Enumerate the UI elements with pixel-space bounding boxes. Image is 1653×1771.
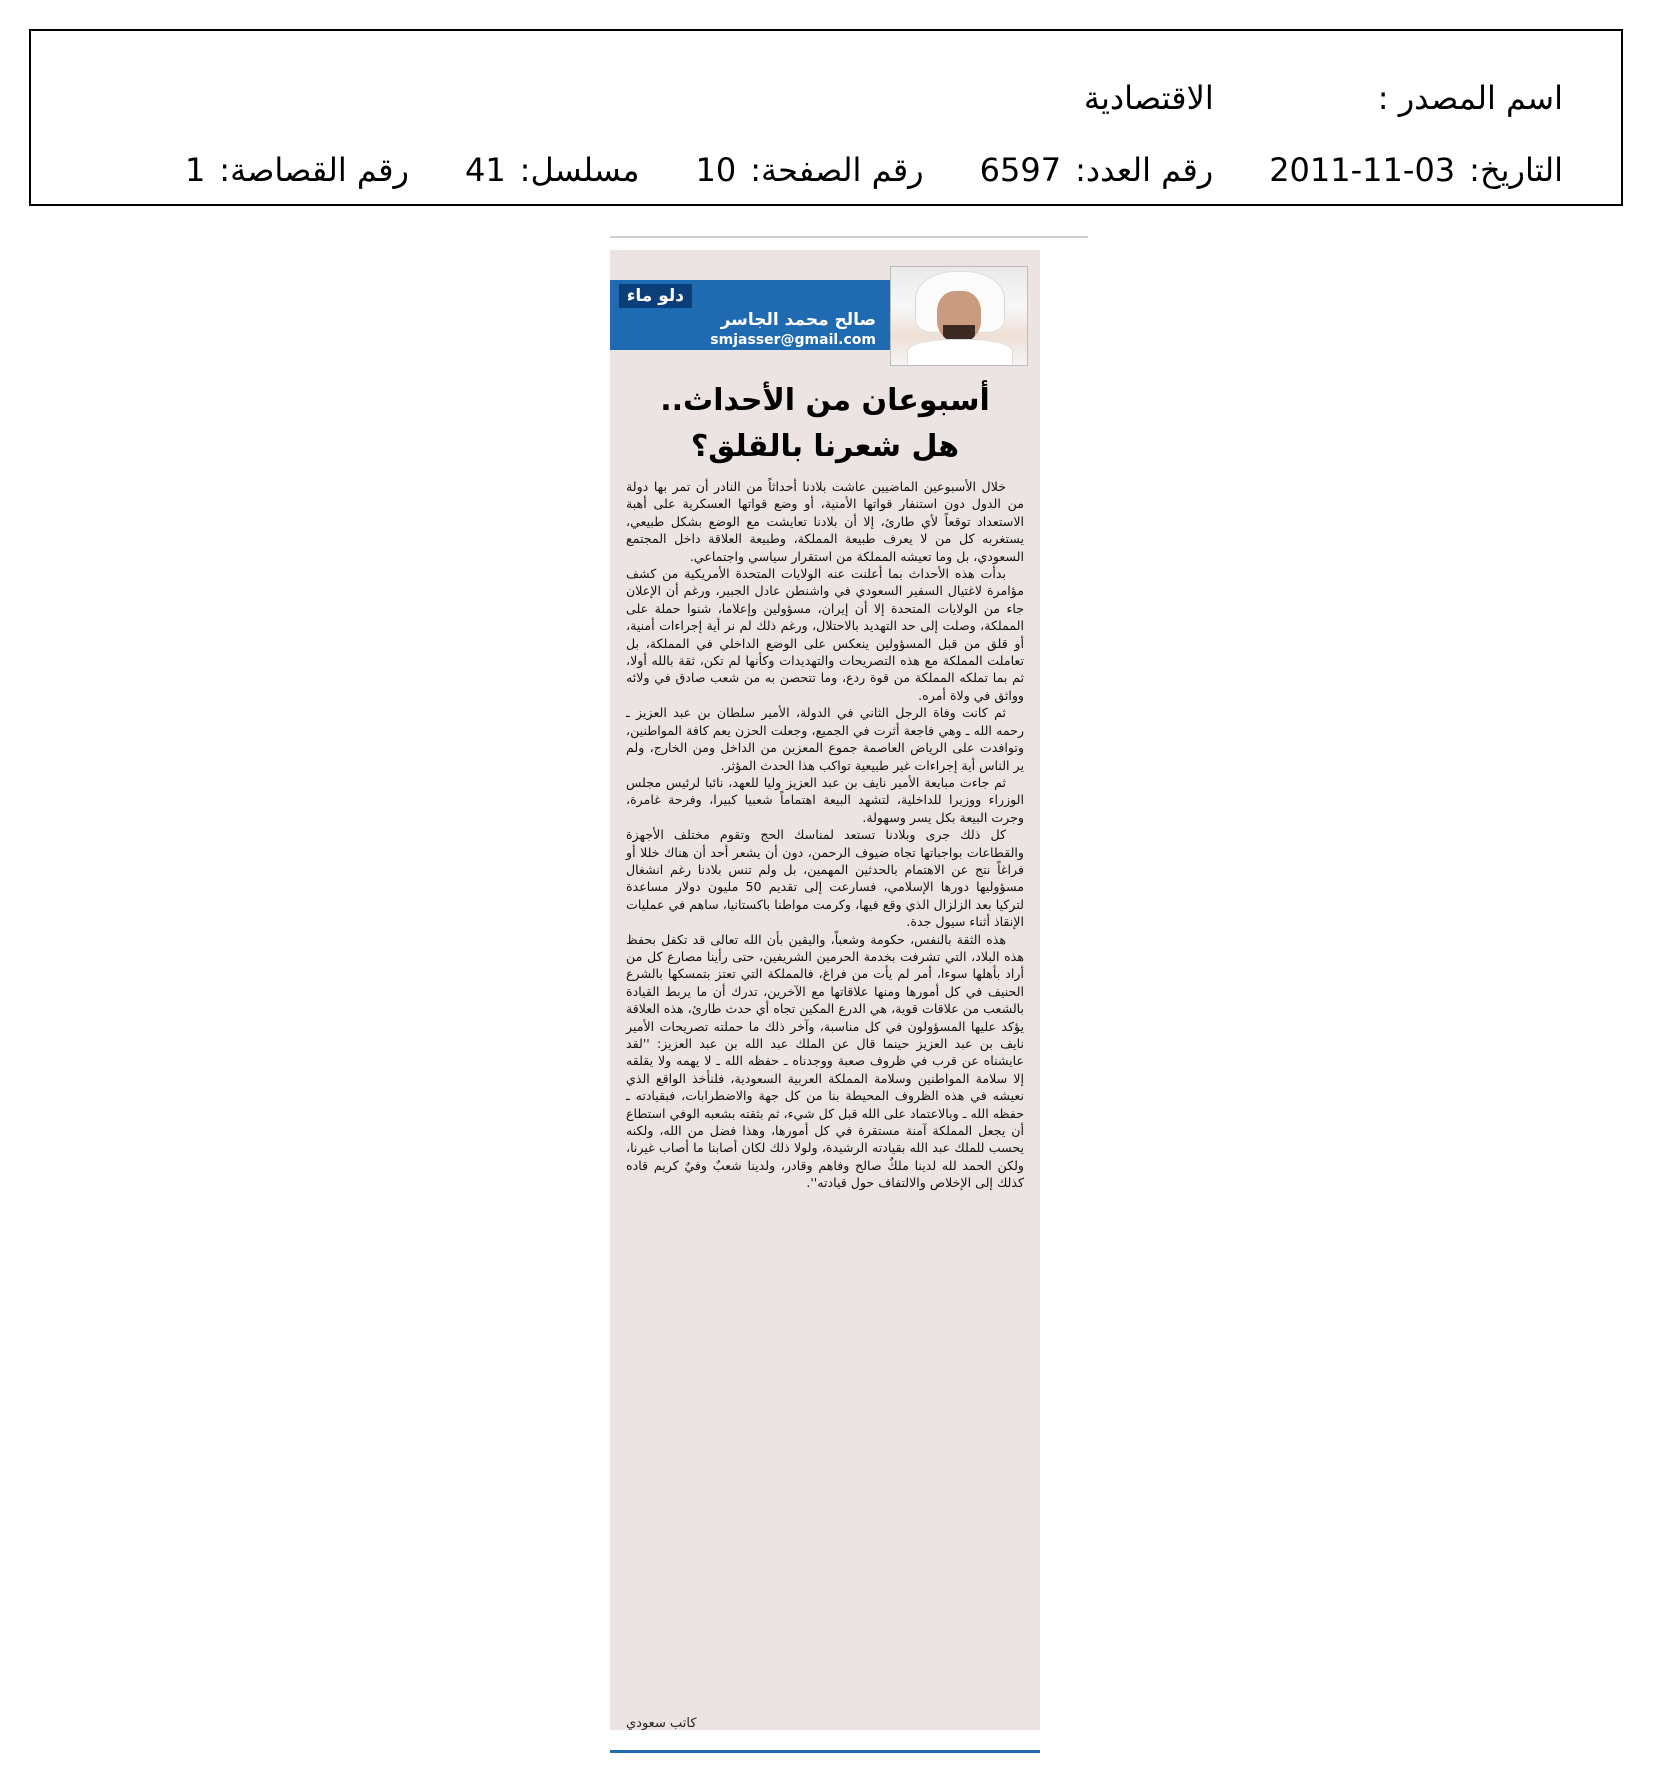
article-paragraph: خلال الأسبوعين الماضيين عاشت بلادنا أحداثاً من النادر أن تمر بها دولة من الدول دون استنفار قواتها الأمنية، أو وضع قواتها العسكرية على أهبة الاستعداد توقعاً لأي طارئ، إلا أن بلادنا تعايشت مع الوضع بشكل طبيعي، يستغربه كل من لا يعرف طبيعة المملكة، وطبيعة العلاقة داخل المجتمع السعودي، بل وما تعيشه المملكة من استقرار سياسي واجتماعي. (626, 479, 1024, 564)
article-body (626, 478, 1024, 1192)
headline-line-1: أسبوعان من الأحداث.. (660, 383, 990, 418)
author-email: smjasser@gmail.com (710, 332, 876, 348)
page-label: رقم الصفحة: (750, 151, 924, 189)
article-paragraph: ثم جاءت مبايعة الأمير نايف بن عبد العزيز وليا للعهد، نائبا لرئيس مجلس الوزراء ووزيرا للداخلية، لتشهد البيعة اهتماماً شعبيا كبيرا، وفرحة غامرة، وجرت البيعة بكل يسر وسهولة. (626, 774, 1024, 825)
column-header-band (610, 280, 892, 350)
article-paragraph: بدأت هذه الأحداث بما أعلنت عنه الولايات المتحدة الأمريكية من كشف مؤامرة لاغتيال السفير السعودي في واشنطن عادل الجبير، ورغم أن الإعلان جاء من الولايات المتحدة إلا أن إيران، مسؤولين وإعلاما، شنوا حملة على المملكة، وصلت إلى حد التهديد بالاحتلال، ورغم ذلك لم نر أية إجراءات أمنية، أو قلق من قبل المسؤولين ينعكس على الوضع الداخلي في المملكة، بل تعاملت المملكة مع هذه التصريحات والتهديدات وكأنها لم تكن، ثقة بالله أولا، ثم بما تملكه المملكة من قوة ردع، وما تتحصن به من شعب صادق في ولائه وواثق في ولاة أمره. (626, 566, 1024, 703)
clip-paper (610, 250, 1040, 1730)
article-paragraph: ثم كانت وفاة الرجل الثاني في الدولة، الأمير سلطان بن عبد العزيز ـ رحمه الله ـ وهي فاجعة أثرت في الجميع، وجعلت الحزن يعم كافة المواطنين، وتوافدت على الرياض العاصمة جموع المعزين من الداخل ومن الخارج، ولم ير الناس أية إجراءات غير طبيعية تواكب هذا الحدث المؤثر. (626, 705, 1024, 773)
page-value: 10 (695, 151, 737, 189)
details-row (185, 151, 1563, 189)
author-name: صالح محمد الجاسر (720, 310, 876, 330)
issue-label: رقم العدد: (1075, 151, 1214, 189)
source-label: اسم المصدر : (1377, 79, 1563, 117)
source-value: الاقتصادية (1083, 79, 1214, 117)
photo-thobe (907, 339, 1013, 366)
article-paragraph: كل ذلك جرى وبلادنا تستعد لمناسك الحج وتقوم مختلف الأجهزة والقطاعات بواجباتها تجاه ضيوف الرحمن، دون أن يشعر أحد أن هناك خللا أو فراغاً نتج عن الاهتمام بالحدثين المهمين، بل ولم تنس بلادنا رغم انشغال مسؤوليها دورها الإسلامي، فسارعت إلى تقديم 50 مليون دولار مساعدة لتركيا بعد الزلزال الذي وقع فيها، وكرمت مواطنا باكستانيا، ساهم في عمليات الإنقاذ أثناء سيول جدة. (626, 827, 1024, 930)
author-photo (890, 266, 1028, 366)
headline-line-2: هل شعرنا بالقلق؟ (690, 429, 960, 464)
serial-label: مسلسل: (519, 151, 640, 189)
source-row (1084, 79, 1563, 117)
newspaper-clipping (610, 236, 1088, 1744)
date-label: التاريخ: (1469, 151, 1563, 189)
issue-value: 6597 (979, 151, 1062, 189)
clip-bottom-rule (610, 1750, 1040, 1753)
clip-value: 1 (184, 151, 206, 189)
column-name: دلو ماء (619, 284, 692, 308)
serial-value: 41 (464, 151, 506, 189)
article-headline (610, 378, 1040, 470)
clip-label: رقم القصاصة: (219, 151, 409, 189)
article-signoff: كاتب سعودي (626, 1716, 697, 1731)
date-value: 2011-11-03 (1269, 151, 1456, 189)
clipping-metadata-box (29, 29, 1623, 206)
clip-top-rule (610, 236, 1088, 238)
article-paragraph: هذه الثقة بالنفس، حكومة وشعباً، واليقين بأن الله تعالى قد تكفل بحفظ هذه البلاد، التي تشرفت بخدمة الحرمين الشريفين، حتى رأينا مصارع كل من أراد بأهلها سوءا، أمر لم يأت من فراغ، فالمملكة التي تعتز بتمسكها بالشرع الحنيف في كل أمورها ومنها علاقاتها مع الآخرين، تدرك أن ما يربط القيادة بالشعب من علاقات قوية، هي الدرع المكين تجاه أي حدث طارئ، هذه العلاقة يؤكد عليها المسؤولون في كل مناسبة، وآخر ذلك ما حملته تصريحات الأمير نايف بن عبد العزيز حينما قال عن الملك عبد الله بن عبد العزيز: ''لقد عايشناه عن قرب في ظروف صعبة ووجدناه ـ حفظه الله ـ لا يهمه ولا يقلقه إلا سلامة المواطنين وسلامة المملكة العربية السعودية، فلنأخذ الواقع الذي نعيشه في هذه الظروف المحيطة بنا من كل جهة والاضطرابات، فبقيادته ـ حفظه الله ـ وبالاعتماد على الله قبل كل شيء، ثم بثقته بشعبه الوفي استطاع أن يجعل المملكة آمنة مستقرة في كل أمورها، وهذا فضل من الله، ولكنه يحسب للملك عبد الله بقيادته الرشيدة، ولولا ذلك لكان أصابنا ما أصاب غيرنا، ولكن الحمد لله لدينا ملكٌ صالح وفاهم وقادر، ولدينا شعبٌ وفيٌ كريم قاده كذلك إلى الإخلاص والالتفاف حول قيادته''. (626, 931, 1024, 1191)
